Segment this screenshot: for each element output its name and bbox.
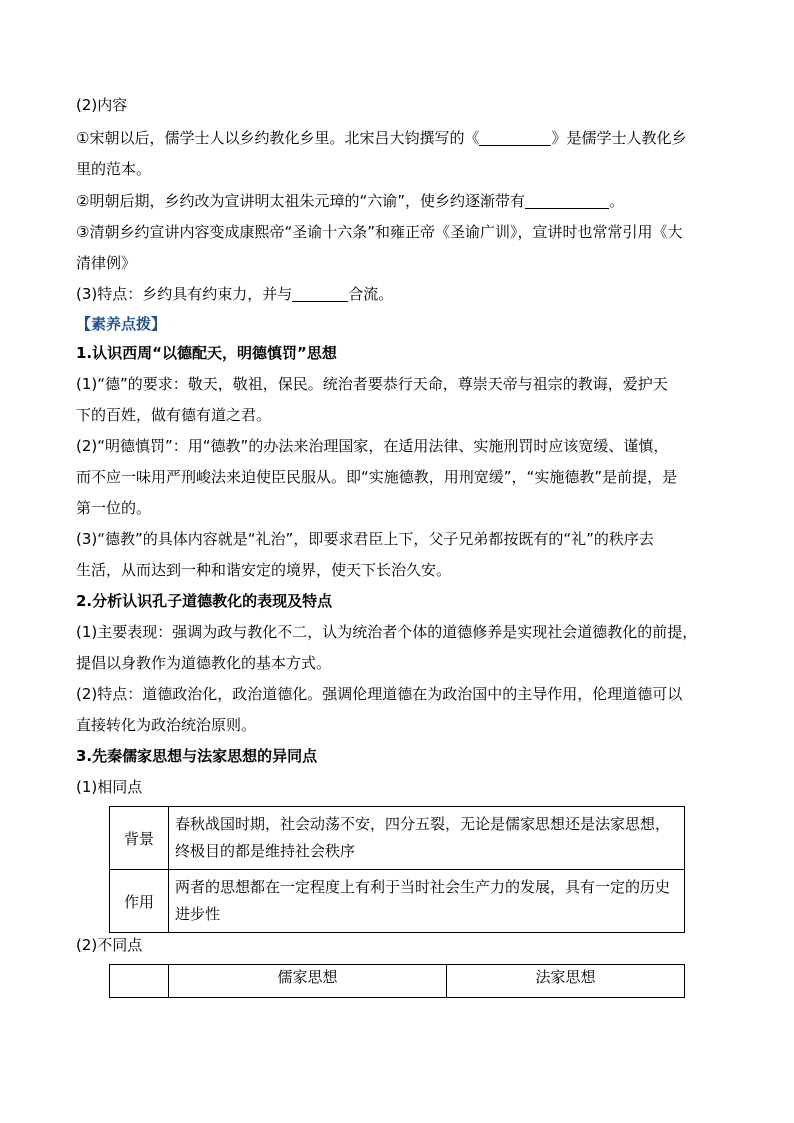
features-line: (3)特点：乡约具有约束力，并与 合流。 xyxy=(76,285,394,303)
paragraph-line: 而不应一味用严刑峻法来迫使臣民服从。即“实施德教，用刑宽缓”，“实施德教”是前提，是 xyxy=(76,468,678,486)
row-text: 两者的思想都在一定程度上有利于当时社会生产力的发展，具有一定的历史进步性 xyxy=(169,870,685,933)
differences-table xyxy=(109,964,685,998)
paragraph-line: (1)主要表现：强调为政与教化不二，认为统治者个体的道德修养是实现社会道德教化的前提， xyxy=(76,623,698,641)
paragraph-line: (1)“德”的要求：敬天，敬祖，保民。统治者要恭行天命，尊崇天帝与祖宗的教诲，爱护天 xyxy=(76,375,668,393)
paragraph-line: 第一位的。 xyxy=(76,499,152,517)
paragraph-ming-dynasty: ②明朝后期，乡约改为宣讲明太祖朱元璋的“六谕”，使乡约逐渐带有 。 xyxy=(76,192,625,210)
row-text: 春秋战国时期，社会动荡不安，四分五裂，无论是儒家思想还是法家思想，终极目的都是维持社会秩序 xyxy=(169,807,685,870)
paragraph-line: 下的百姓，做有德有道之君。 xyxy=(76,406,272,424)
fill-blank xyxy=(479,129,551,146)
paragraph-line: (2)特点：道德政治化，政治道德化。强调伦理道德在为政治国中的主导作用，伦理道德可以 xyxy=(76,685,683,703)
subsection-title-2: 2.分析认识孔子道德教化的表现及特点 xyxy=(76,592,333,610)
content-heading: (2)内容 xyxy=(76,96,128,114)
paragraph-line: 直接转化为政治统治原则。 xyxy=(76,716,257,734)
header-confucian: 儒家思想 xyxy=(169,965,447,998)
section-title-literacy: 【素养点拨】 xyxy=(76,315,167,333)
subsection-title-1: 1.认识西周“以德配天，明德慎罚”思想 xyxy=(76,344,337,362)
paragraph-qing-dynasty: ③清朝乡约宣讲内容变成康熙帝“圣谕十六条”和雍正帝《圣谕广训》，宣讲时也常常引用《大 xyxy=(76,223,683,241)
paragraph-line: 清律例》 xyxy=(76,254,137,272)
paragraph-line: (2)“明德慎罚”：用“德教”的办法来治理国家，在适用法律、实施刑罚时应该宽缓、谨慎， xyxy=(76,437,669,455)
table-row xyxy=(110,870,685,933)
table-row xyxy=(110,807,685,870)
paragraph-song-dynasty: ①宋朝以后，儒学士人以乡约教化乡里。北宋吕大钧撰写的《 》是儒学士人教化乡 xyxy=(76,129,687,147)
header-legalist: 法家思想 xyxy=(447,965,685,998)
similarities-heading: (1)相同点 xyxy=(76,778,143,796)
paragraph-line: 生活，从而达到一种和谐安定的境界，使天下长治久安。 xyxy=(76,561,452,579)
row-head: 背景 xyxy=(110,807,169,870)
paragraph-line: 里的范本。 xyxy=(76,160,152,178)
subsection-title-3: 3.先秦儒家思想与法家思想的异同点 xyxy=(76,747,318,765)
empty-header-cell xyxy=(110,965,169,998)
row-head: 作用 xyxy=(110,870,169,933)
fill-blank xyxy=(525,192,609,209)
paragraph-line: 提倡以身教作为道德教化的基本方式。 xyxy=(76,654,332,672)
fill-blank xyxy=(292,285,348,302)
differences-heading: (2)不同点 xyxy=(76,936,143,954)
similarities-table xyxy=(109,806,685,933)
paragraph-line: (3)“德教”的具体内容就是“礼治”，即要求君臣上下，父子兄弟都按既有的“礼”的秩序去 xyxy=(76,530,654,548)
table-header-row xyxy=(110,965,685,998)
